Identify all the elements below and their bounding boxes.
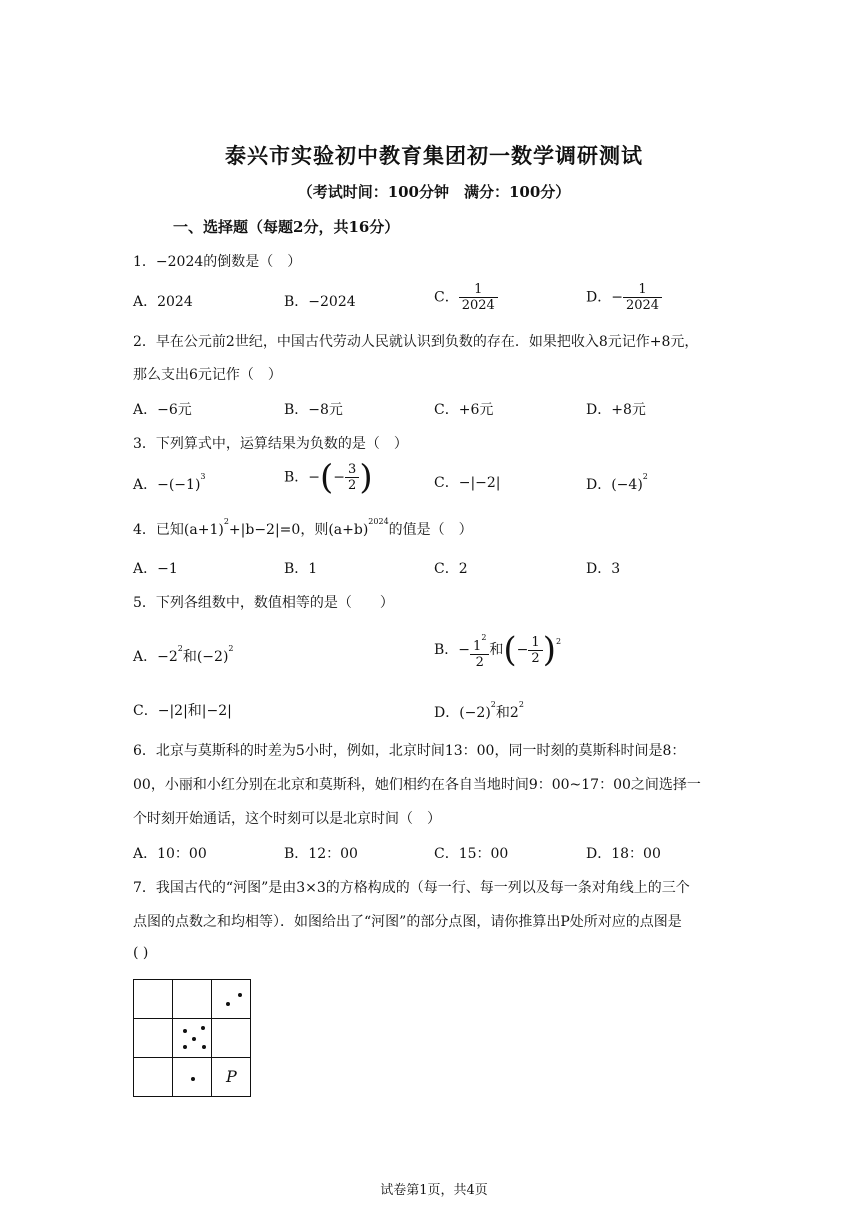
q3-option-d: D．$(-4)^2$ <box>586 472 648 493</box>
page-title: 泰兴市实验初中教育集团初一数学调研测试 <box>225 143 643 168</box>
q4-option-d: D．3 <box>586 561 621 577</box>
page-footer: 试卷第1页，共4页 <box>380 1183 488 1198</box>
grid-cell-two-dots <box>212 980 251 1019</box>
question-6-line-3: 个时刻开始通话，这个时刻可以是北京时间（ ） <box>133 811 441 827</box>
q3-option-a: A．$-(-1)^3$ <box>133 472 206 493</box>
question-7-line-3: ( ) <box>133 945 149 961</box>
q5-option-b: B．− $\frac{1^2}{2}$ 和(− $\frac{1}{2}$ )$^2$ <box>434 630 562 670</box>
dot <box>183 1045 187 1049</box>
q6-option-c: C．15：00 <box>434 846 509 862</box>
dot <box>238 993 242 997</box>
dot <box>226 1002 230 1006</box>
q1-option-d: D．− $\frac{1}{2024}$ <box>586 282 662 313</box>
q2-option-c: C．+6元 <box>434 402 494 418</box>
grid-cell <box>134 980 173 1019</box>
q4-option-c: C．2 <box>434 561 468 577</box>
grid-cell-p <box>212 1058 251 1097</box>
q3-option-b: B．−(− $\frac{3}{2}$ ) <box>284 457 373 498</box>
dot <box>191 1077 195 1081</box>
question-7-line-2: 点图的点数之和均相等）．如图给出了“河图”的部分点图，请你推算出P处所对应的点图是 <box>133 914 682 930</box>
p-label: P <box>226 1067 237 1086</box>
question-5-stem: 5．下列各组数中，数值相等的是（ ） <box>133 595 394 611</box>
question-2-line-1: 2．早在公元前2世纪，中国古代劳动人民就认识到负数的存在．如果把收入8元记作+8元， <box>133 334 699 350</box>
q1-option-a: A．2024 <box>133 294 193 310</box>
question-6-line-1: 6．北京与莫斯科的时差为5小时，例如，北京时间13：00，同一时刻的莫斯科时间是8： <box>133 743 686 759</box>
section-heading: 一、选择题（每题2分，共16分） <box>173 218 400 236</box>
grid-cell <box>173 980 212 1019</box>
q4-option-a: A．−1 <box>133 561 178 577</box>
q1-option-b: B．−2024 <box>284 294 356 310</box>
grid-cell <box>212 1019 251 1058</box>
dot <box>183 1029 187 1033</box>
grid-cell <box>134 1019 173 1058</box>
q5-option-a: A．$-2^2$和$(-2)^2$ <box>133 644 234 665</box>
q6-option-d: D．18：00 <box>586 846 661 862</box>
question-4-stem: 4．已知$(a+1)^2+|b-2|=0$，则$(a+b)^{2024}$的值是（ ） <box>133 517 473 538</box>
grid-cell <box>134 1058 173 1097</box>
exam-info: （考试时间：100分钟 满分：100分） <box>297 183 571 201</box>
q2-option-b: B．−8元 <box>284 402 343 418</box>
q6-option-b: B．12：00 <box>284 846 358 862</box>
question-3-stem: 3．下列算式中，运算结果为负数的是（ ） <box>133 436 408 452</box>
q6-option-a: A．10：00 <box>133 846 207 862</box>
grid-cell-one-dot <box>173 1058 212 1097</box>
grid-cell-five-dots <box>173 1019 212 1058</box>
question-2-line-2: 那么支出6元记作（ ） <box>133 367 282 383</box>
q5-option-d: D．$(-2)^2$和$2^2$ <box>434 700 524 721</box>
q2-option-d: D．+8元 <box>586 402 646 418</box>
hetu-grid-figure <box>133 979 251 1097</box>
q4-option-b: B．1 <box>284 561 318 577</box>
question-6-line-2: 00，小丽和小红分别在北京和莫斯科，她们相约在各自当地时间9：00~17：00之间选择一 <box>133 777 701 793</box>
dot <box>192 1037 196 1041</box>
question-1-stem: 1．−2024的倒数是（ ） <box>133 254 302 270</box>
q5-option-c: C．−|2|和|−2| <box>133 703 232 719</box>
dot <box>201 1026 205 1030</box>
question-7-line-1: 7．我国古代的“河图”是由3×3的方格构成的（每一行、每一列以及每一条对角线上的三个 <box>133 880 690 896</box>
dot <box>202 1045 206 1049</box>
q3-option-c: C．−|−2| <box>434 475 501 491</box>
q2-option-a: A．−6元 <box>133 402 192 418</box>
q1-option-c: C． $\frac{1}{2024}$ <box>434 282 498 313</box>
